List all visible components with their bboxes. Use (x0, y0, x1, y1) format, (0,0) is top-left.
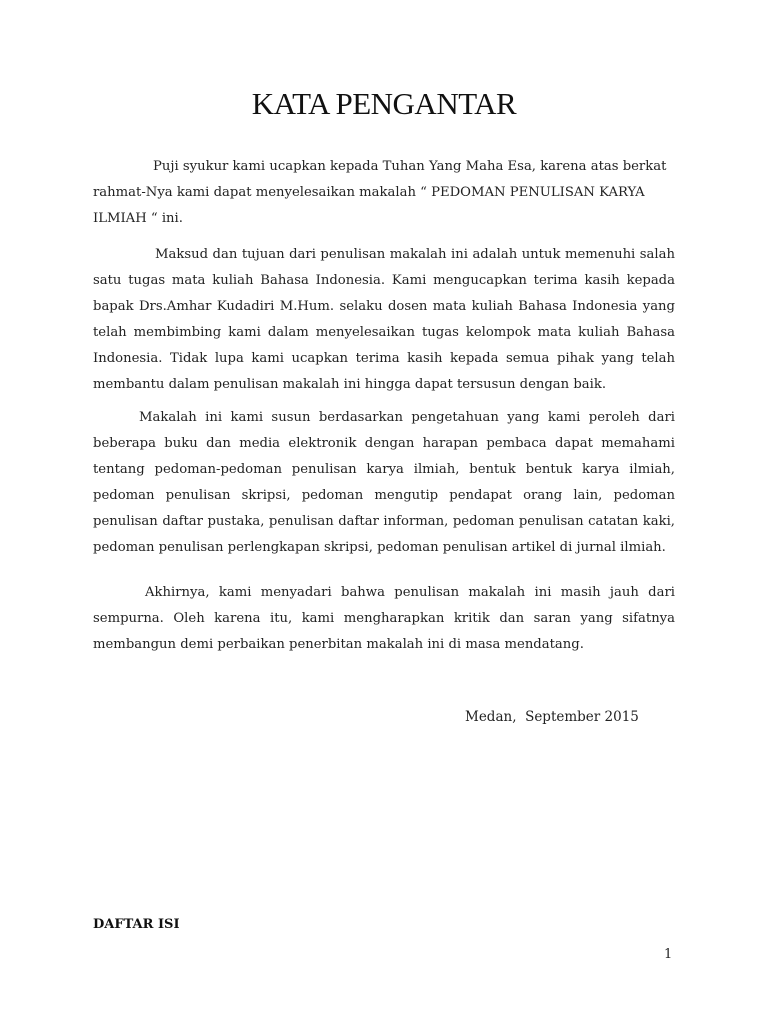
paragraph-opening: Puji syukur kami ucapkan kepada Tuhan Yang Maha Esa, karena atas berkat rahmat-Nya kami dapat menyelesaikan makalah “ PEDOMAN PENULISAN KARYA ILMIAH “ ini. (93, 159, 667, 226)
paragraph-purpose: Maksud dan tujuan dari penulisan makalah ini adalah untuk memenuhi salah satu tugas mata kuliah Bahasa Indonesia. Kami mengucapkan terima kasih kepada bapak Drs.Amhar Kudadiri M.Hum. selaku dosen mata kuliah Bahasa Indonesia yang telah membimbing kami dalam menyelesaikan tugas kelompok mata kuliah Bahasa Indonesia. Tidak lupa kami ucapkan terima kasih kepada semua pihak yang telah membantu dalam penulisan makalah ini hingga dapat tersusun dengan baik. (93, 247, 675, 392)
toc-heading: DAFTAR ISI (93, 917, 180, 932)
page-title: KATA PENGANTAR (251, 86, 517, 121)
paragraph-closing: Akhirnya, kami menyadari bahwa penulisan makalah ini masih jauh dari sempurna. Oleh karena itu, kami mengharapkan kritik dan saran yang sifatnya membangun demi perbaikan penerbitan makalah ini di masa mendatang. (93, 585, 675, 652)
signature-date: Medan, September 2015 (465, 709, 639, 725)
page-number: 1 (664, 947, 673, 962)
paragraph-content: Makalah ini kami susun berdasarkan pengetahuan yang kami peroleh dari beberapa buku dan media elektronik dengan harapan pembaca dapat memahami tentang pedoman-pedoman penulisan karya ilmiah, bentuk bentuk karya ilmiah, pedoman penulisan skripsi, pedoman mengutip pendapat orang lain, pedoman penulisan daftar pustaka, penulisan daftar informan, pedoman penulisan catatan kaki, pedoman penulisan perlengkapan skripsi, pedoman penulisan artikel di jurnal ilmiah. (93, 410, 675, 555)
